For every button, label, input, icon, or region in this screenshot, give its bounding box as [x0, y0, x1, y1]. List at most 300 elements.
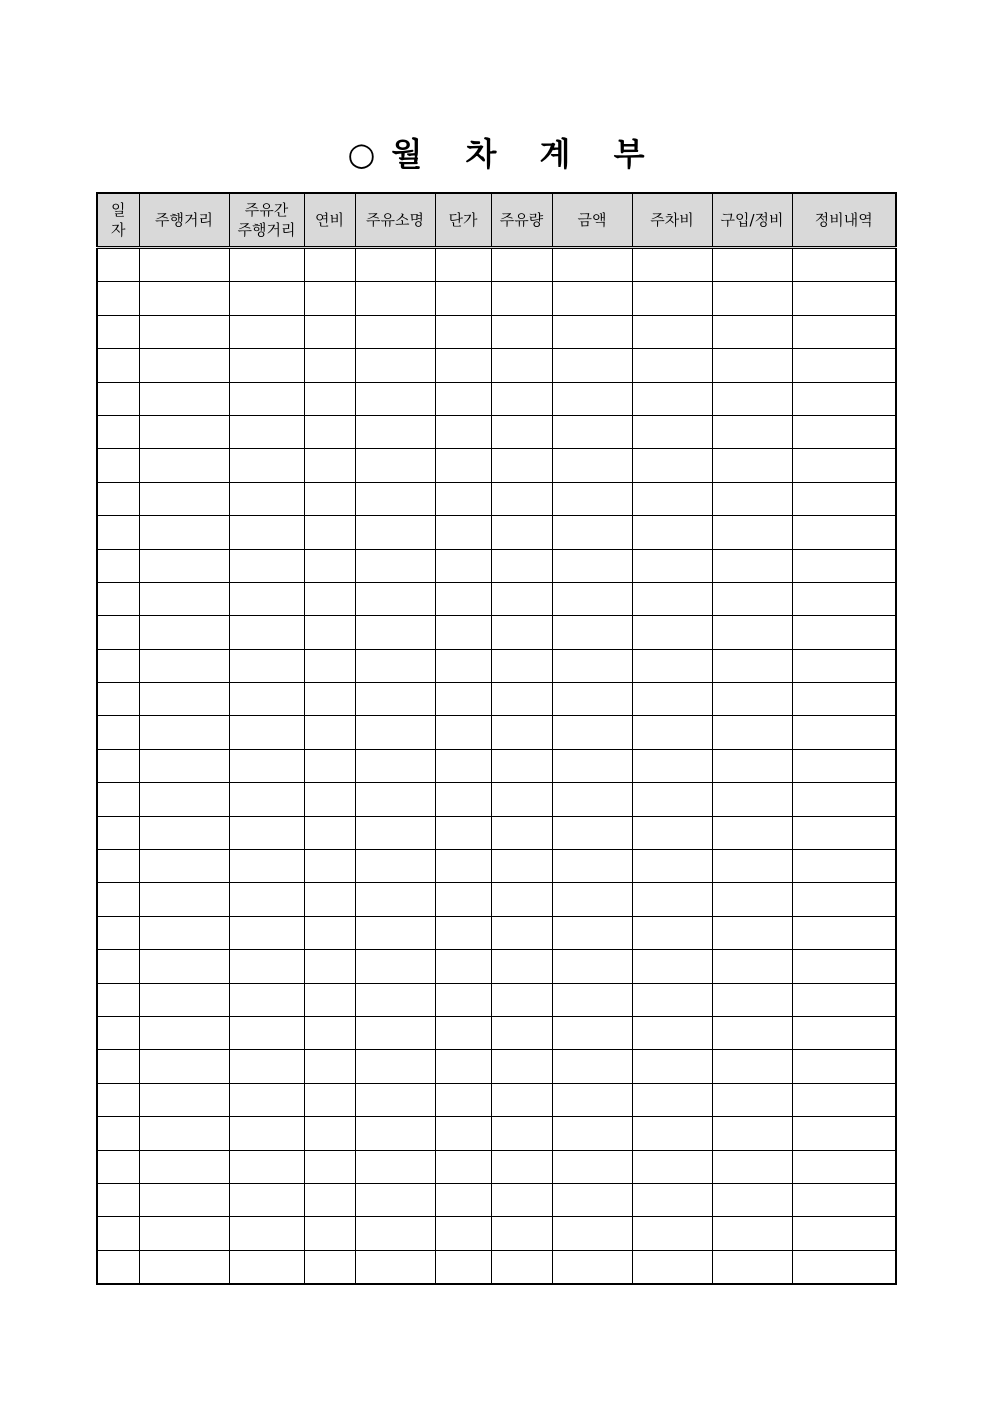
table-cell-distance-between-fueling[interactable]: [229, 516, 304, 549]
table-cell-purchase-maintenance[interactable]: [712, 1183, 792, 1216]
table-cell-amount[interactable]: [552, 282, 632, 315]
table-cell-unit-price[interactable]: [435, 1117, 491, 1150]
table-cell-amount[interactable]: [552, 248, 632, 282]
table-cell-unit-price[interactable]: [435, 582, 491, 615]
table-cell-maintenance-details[interactable]: [792, 1183, 896, 1216]
table-cell-date[interactable]: [97, 816, 139, 849]
table-cell-parking-fee[interactable]: [632, 248, 712, 282]
table-cell-distance[interactable]: [139, 1183, 229, 1216]
table-cell-parking-fee[interactable]: [632, 649, 712, 682]
table-cell-unit-price[interactable]: [435, 315, 491, 348]
table-cell-purchase-maintenance[interactable]: [712, 649, 792, 682]
table-cell-distance[interactable]: [139, 749, 229, 782]
table-cell-amount[interactable]: [552, 1150, 632, 1183]
table-cell-parking-fee[interactable]: [632, 282, 712, 315]
table-cell-parking-fee[interactable]: [632, 516, 712, 549]
table-cell-maintenance-details[interactable]: [792, 950, 896, 983]
table-cell-fuel-efficiency[interactable]: [304, 916, 355, 949]
table-cell-fuel-efficiency[interactable]: [304, 1117, 355, 1150]
table-cell-date[interactable]: [97, 582, 139, 615]
table-cell-unit-price[interactable]: [435, 1183, 491, 1216]
table-cell-parking-fee[interactable]: [632, 382, 712, 415]
table-cell-distance[interactable]: [139, 449, 229, 482]
table-cell-gas-station[interactable]: [355, 950, 435, 983]
table-cell-purchase-maintenance[interactable]: [712, 749, 792, 782]
table-cell-distance-between-fueling[interactable]: [229, 482, 304, 515]
table-cell-unit-price[interactable]: [435, 349, 491, 382]
table-cell-fuel-efficiency[interactable]: [304, 816, 355, 849]
table-cell-date[interactable]: [97, 1183, 139, 1216]
table-cell-maintenance-details[interactable]: [792, 1250, 896, 1284]
table-cell-amount[interactable]: [552, 950, 632, 983]
table-cell-purchase-maintenance[interactable]: [712, 1117, 792, 1150]
table-cell-distance[interactable]: [139, 315, 229, 348]
table-cell-unit-price[interactable]: [435, 1083, 491, 1116]
table-cell-distance[interactable]: [139, 1016, 229, 1049]
table-cell-maintenance-details[interactable]: [792, 248, 896, 282]
table-cell-date[interactable]: [97, 1217, 139, 1250]
table-cell-distance[interactable]: [139, 1250, 229, 1284]
table-cell-gas-station[interactable]: [355, 582, 435, 615]
table-cell-fuel-amount[interactable]: [491, 382, 552, 415]
table-cell-distance-between-fueling[interactable]: [229, 582, 304, 615]
table-cell-distance-between-fueling[interactable]: [229, 449, 304, 482]
table-cell-distance[interactable]: [139, 282, 229, 315]
table-cell-maintenance-details[interactable]: [792, 349, 896, 382]
table-cell-distance[interactable]: [139, 1050, 229, 1083]
table-cell-distance[interactable]: [139, 716, 229, 749]
table-cell-fuel-amount[interactable]: [491, 950, 552, 983]
table-cell-unit-price[interactable]: [435, 950, 491, 983]
table-cell-gas-station[interactable]: [355, 616, 435, 649]
table-cell-fuel-amount[interactable]: [491, 1117, 552, 1150]
table-cell-amount[interactable]: [552, 649, 632, 682]
table-cell-fuel-amount[interactable]: [491, 1183, 552, 1216]
table-cell-parking-fee[interactable]: [632, 1217, 712, 1250]
table-cell-maintenance-details[interactable]: [792, 783, 896, 816]
table-cell-gas-station[interactable]: [355, 516, 435, 549]
table-cell-fuel-efficiency[interactable]: [304, 382, 355, 415]
table-cell-maintenance-details[interactable]: [792, 1217, 896, 1250]
table-cell-amount[interactable]: [552, 449, 632, 482]
table-cell-date[interactable]: [97, 616, 139, 649]
table-cell-unit-price[interactable]: [435, 683, 491, 716]
table-cell-gas-station[interactable]: [355, 1050, 435, 1083]
table-cell-distance[interactable]: [139, 1150, 229, 1183]
table-cell-gas-station[interactable]: [355, 983, 435, 1016]
table-cell-parking-fee[interactable]: [632, 482, 712, 515]
table-cell-parking-fee[interactable]: [632, 349, 712, 382]
table-cell-distance-between-fueling[interactable]: [229, 282, 304, 315]
table-cell-distance[interactable]: [139, 382, 229, 415]
table-cell-purchase-maintenance[interactable]: [712, 716, 792, 749]
table-cell-parking-fee[interactable]: [632, 850, 712, 883]
table-cell-amount[interactable]: [552, 1050, 632, 1083]
table-cell-gas-station[interactable]: [355, 916, 435, 949]
table-cell-gas-station[interactable]: [355, 716, 435, 749]
table-cell-parking-fee[interactable]: [632, 916, 712, 949]
table-cell-fuel-amount[interactable]: [491, 816, 552, 849]
table-cell-purchase-maintenance[interactable]: [712, 248, 792, 282]
table-cell-parking-fee[interactable]: [632, 1083, 712, 1116]
table-cell-parking-fee[interactable]: [632, 1150, 712, 1183]
table-cell-purchase-maintenance[interactable]: [712, 1050, 792, 1083]
table-cell-fuel-efficiency[interactable]: [304, 449, 355, 482]
table-cell-fuel-efficiency[interactable]: [304, 1217, 355, 1250]
table-cell-distance[interactable]: [139, 1217, 229, 1250]
table-cell-fuel-efficiency[interactable]: [304, 349, 355, 382]
table-cell-fuel-amount[interactable]: [491, 883, 552, 916]
table-cell-fuel-efficiency[interactable]: [304, 983, 355, 1016]
table-cell-distance[interactable]: [139, 616, 229, 649]
table-cell-fuel-efficiency[interactable]: [304, 1083, 355, 1116]
table-cell-date[interactable]: [97, 282, 139, 315]
table-cell-purchase-maintenance[interactable]: [712, 549, 792, 582]
table-cell-maintenance-details[interactable]: [792, 716, 896, 749]
table-cell-distance-between-fueling[interactable]: [229, 616, 304, 649]
table-cell-distance-between-fueling[interactable]: [229, 1250, 304, 1284]
table-cell-fuel-amount[interactable]: [491, 482, 552, 515]
table-cell-maintenance-details[interactable]: [792, 315, 896, 348]
table-cell-gas-station[interactable]: [355, 549, 435, 582]
table-cell-distance[interactable]: [139, 649, 229, 682]
table-cell-fuel-efficiency[interactable]: [304, 282, 355, 315]
table-cell-parking-fee[interactable]: [632, 1183, 712, 1216]
table-cell-distance[interactable]: [139, 349, 229, 382]
table-cell-amount[interactable]: [552, 516, 632, 549]
table-cell-distance[interactable]: [139, 516, 229, 549]
table-cell-distance[interactable]: [139, 549, 229, 582]
table-cell-fuel-efficiency[interactable]: [304, 549, 355, 582]
table-cell-parking-fee[interactable]: [632, 683, 712, 716]
table-cell-amount[interactable]: [552, 349, 632, 382]
table-cell-fuel-amount[interactable]: [491, 1050, 552, 1083]
table-cell-maintenance-details[interactable]: [792, 1117, 896, 1150]
table-cell-fuel-efficiency[interactable]: [304, 315, 355, 348]
table-cell-unit-price[interactable]: [435, 1217, 491, 1250]
table-cell-date[interactable]: [97, 1250, 139, 1284]
table-cell-fuel-amount[interactable]: [491, 449, 552, 482]
table-cell-fuel-efficiency[interactable]: [304, 716, 355, 749]
table-cell-maintenance-details[interactable]: [792, 883, 896, 916]
table-cell-fuel-amount[interactable]: [491, 783, 552, 816]
table-cell-maintenance-details[interactable]: [792, 516, 896, 549]
table-cell-fuel-efficiency[interactable]: [304, 783, 355, 816]
table-cell-unit-price[interactable]: [435, 1016, 491, 1049]
table-cell-distance[interactable]: [139, 482, 229, 515]
table-cell-purchase-maintenance[interactable]: [712, 1083, 792, 1116]
table-cell-fuel-efficiency[interactable]: [304, 649, 355, 682]
table-cell-distance-between-fueling[interactable]: [229, 649, 304, 682]
table-cell-fuel-amount[interactable]: [491, 282, 552, 315]
table-cell-maintenance-details[interactable]: [792, 816, 896, 849]
table-cell-parking-fee[interactable]: [632, 883, 712, 916]
table-cell-parking-fee[interactable]: [632, 783, 712, 816]
table-cell-fuel-amount[interactable]: [491, 749, 552, 782]
table-cell-fuel-amount[interactable]: [491, 649, 552, 682]
table-cell-date[interactable]: [97, 315, 139, 348]
table-cell-unit-price[interactable]: [435, 382, 491, 415]
table-cell-amount[interactable]: [552, 1016, 632, 1049]
table-cell-amount[interactable]: [552, 883, 632, 916]
table-cell-purchase-maintenance[interactable]: [712, 916, 792, 949]
table-cell-maintenance-details[interactable]: [792, 649, 896, 682]
table-cell-parking-fee[interactable]: [632, 749, 712, 782]
table-cell-date[interactable]: [97, 916, 139, 949]
table-cell-purchase-maintenance[interactable]: [712, 1217, 792, 1250]
table-cell-gas-station[interactable]: [355, 816, 435, 849]
table-cell-amount[interactable]: [552, 382, 632, 415]
table-cell-distance-between-fueling[interactable]: [229, 1083, 304, 1116]
table-cell-distance[interactable]: [139, 1083, 229, 1116]
table-cell-amount[interactable]: [552, 1117, 632, 1150]
table-cell-parking-fee[interactable]: [632, 415, 712, 448]
table-cell-fuel-amount[interactable]: [491, 315, 552, 348]
table-cell-date[interactable]: [97, 1083, 139, 1116]
table-cell-unit-price[interactable]: [435, 248, 491, 282]
table-cell-fuel-efficiency[interactable]: [304, 683, 355, 716]
table-cell-distance-between-fueling[interactable]: [229, 549, 304, 582]
table-cell-maintenance-details[interactable]: [792, 916, 896, 949]
table-cell-unit-price[interactable]: [435, 983, 491, 1016]
table-cell-unit-price[interactable]: [435, 1150, 491, 1183]
table-cell-purchase-maintenance[interactable]: [712, 315, 792, 348]
table-cell-fuel-amount[interactable]: [491, 1217, 552, 1250]
table-cell-distance-between-fueling[interactable]: [229, 1183, 304, 1216]
table-cell-fuel-efficiency[interactable]: [304, 616, 355, 649]
table-cell-fuel-efficiency[interactable]: [304, 950, 355, 983]
table-cell-maintenance-details[interactable]: [792, 449, 896, 482]
table-cell-distance-between-fueling[interactable]: [229, 816, 304, 849]
table-cell-parking-fee[interactable]: [632, 449, 712, 482]
table-cell-maintenance-details[interactable]: [792, 482, 896, 515]
table-cell-date[interactable]: [97, 749, 139, 782]
table-cell-date[interactable]: [97, 1050, 139, 1083]
table-cell-gas-station[interactable]: [355, 850, 435, 883]
table-cell-gas-station[interactable]: [355, 1183, 435, 1216]
table-cell-parking-fee[interactable]: [632, 983, 712, 1016]
table-cell-parking-fee[interactable]: [632, 950, 712, 983]
table-cell-amount[interactable]: [552, 783, 632, 816]
table-cell-parking-fee[interactable]: [632, 549, 712, 582]
table-cell-distance-between-fueling[interactable]: [229, 1016, 304, 1049]
table-cell-gas-station[interactable]: [355, 1117, 435, 1150]
table-cell-fuel-efficiency[interactable]: [304, 482, 355, 515]
table-cell-purchase-maintenance[interactable]: [712, 482, 792, 515]
table-cell-purchase-maintenance[interactable]: [712, 282, 792, 315]
table-cell-distance-between-fueling[interactable]: [229, 1117, 304, 1150]
table-cell-gas-station[interactable]: [355, 883, 435, 916]
table-cell-distance-between-fueling[interactable]: [229, 950, 304, 983]
table-cell-distance-between-fueling[interactable]: [229, 1150, 304, 1183]
table-cell-gas-station[interactable]: [355, 783, 435, 816]
table-cell-fuel-efficiency[interactable]: [304, 749, 355, 782]
table-cell-date[interactable]: [97, 950, 139, 983]
table-cell-fuel-amount[interactable]: [491, 1250, 552, 1284]
table-cell-date[interactable]: [97, 1150, 139, 1183]
table-cell-unit-price[interactable]: [435, 516, 491, 549]
table-cell-distance[interactable]: [139, 683, 229, 716]
table-cell-gas-station[interactable]: [355, 683, 435, 716]
table-cell-distance-between-fueling[interactable]: [229, 883, 304, 916]
table-cell-amount[interactable]: [552, 749, 632, 782]
table-cell-distance-between-fueling[interactable]: [229, 382, 304, 415]
table-cell-maintenance-details[interactable]: [792, 1016, 896, 1049]
table-cell-distance[interactable]: [139, 1117, 229, 1150]
table-cell-gas-station[interactable]: [355, 449, 435, 482]
table-cell-date[interactable]: [97, 349, 139, 382]
table-cell-fuel-amount[interactable]: [491, 1016, 552, 1049]
table-cell-maintenance-details[interactable]: [792, 1150, 896, 1183]
table-cell-parking-fee[interactable]: [632, 1117, 712, 1150]
table-cell-fuel-amount[interactable]: [491, 716, 552, 749]
table-cell-amount[interactable]: [552, 549, 632, 582]
table-cell-purchase-maintenance[interactable]: [712, 683, 792, 716]
table-cell-gas-station[interactable]: [355, 1083, 435, 1116]
table-cell-unit-price[interactable]: [435, 1050, 491, 1083]
table-cell-unit-price[interactable]: [435, 749, 491, 782]
table-cell-fuel-efficiency[interactable]: [304, 1050, 355, 1083]
table-cell-distance[interactable]: [139, 950, 229, 983]
table-cell-unit-price[interactable]: [435, 783, 491, 816]
table-cell-fuel-amount[interactable]: [491, 616, 552, 649]
table-cell-distance[interactable]: [139, 248, 229, 282]
table-cell-maintenance-details[interactable]: [792, 282, 896, 315]
table-cell-gas-station[interactable]: [355, 1150, 435, 1183]
table-cell-fuel-amount[interactable]: [491, 983, 552, 1016]
table-cell-gas-station[interactable]: [355, 248, 435, 282]
table-cell-gas-station[interactable]: [355, 282, 435, 315]
table-cell-amount[interactable]: [552, 1083, 632, 1116]
table-cell-unit-price[interactable]: [435, 482, 491, 515]
table-cell-unit-price[interactable]: [435, 816, 491, 849]
table-cell-parking-fee[interactable]: [632, 1050, 712, 1083]
table-cell-date[interactable]: [97, 1117, 139, 1150]
table-cell-date[interactable]: [97, 248, 139, 282]
table-cell-gas-station[interactable]: [355, 315, 435, 348]
table-cell-maintenance-details[interactable]: [792, 1050, 896, 1083]
table-cell-gas-station[interactable]: [355, 649, 435, 682]
table-cell-date[interactable]: [97, 850, 139, 883]
table-cell-parking-fee[interactable]: [632, 716, 712, 749]
table-cell-date[interactable]: [97, 549, 139, 582]
table-cell-purchase-maintenance[interactable]: [712, 1150, 792, 1183]
table-cell-distance-between-fueling[interactable]: [229, 916, 304, 949]
table-cell-distance-between-fueling[interactable]: [229, 315, 304, 348]
table-cell-fuel-amount[interactable]: [491, 516, 552, 549]
table-cell-distance-between-fueling[interactable]: [229, 415, 304, 448]
table-cell-maintenance-details[interactable]: [792, 382, 896, 415]
table-cell-parking-fee[interactable]: [632, 315, 712, 348]
table-cell-distance-between-fueling[interactable]: [229, 749, 304, 782]
table-cell-unit-price[interactable]: [435, 1250, 491, 1284]
table-cell-gas-station[interactable]: [355, 349, 435, 382]
table-cell-parking-fee[interactable]: [632, 1250, 712, 1284]
table-cell-distance-between-fueling[interactable]: [229, 783, 304, 816]
table-cell-date[interactable]: [97, 382, 139, 415]
table-cell-distance[interactable]: [139, 415, 229, 448]
table-cell-amount[interactable]: [552, 315, 632, 348]
table-cell-parking-fee[interactable]: [632, 616, 712, 649]
table-cell-parking-fee[interactable]: [632, 1016, 712, 1049]
table-cell-fuel-efficiency[interactable]: [304, 1183, 355, 1216]
table-cell-fuel-efficiency[interactable]: [304, 883, 355, 916]
table-cell-maintenance-details[interactable]: [792, 1083, 896, 1116]
table-cell-date[interactable]: [97, 415, 139, 448]
table-cell-fuel-efficiency[interactable]: [304, 582, 355, 615]
table-cell-fuel-amount[interactable]: [491, 248, 552, 282]
table-cell-parking-fee[interactable]: [632, 582, 712, 615]
table-cell-distance[interactable]: [139, 582, 229, 615]
table-cell-gas-station[interactable]: [355, 415, 435, 448]
table-cell-purchase-maintenance[interactable]: [712, 616, 792, 649]
table-cell-amount[interactable]: [552, 582, 632, 615]
table-cell-distance[interactable]: [139, 816, 229, 849]
table-cell-purchase-maintenance[interactable]: [712, 816, 792, 849]
table-cell-unit-price[interactable]: [435, 282, 491, 315]
table-cell-parking-fee[interactable]: [632, 816, 712, 849]
table-cell-amount[interactable]: [552, 1217, 632, 1250]
table-cell-amount[interactable]: [552, 616, 632, 649]
table-cell-unit-price[interactable]: [435, 716, 491, 749]
table-cell-distance[interactable]: [139, 783, 229, 816]
table-cell-distance-between-fueling[interactable]: [229, 1217, 304, 1250]
table-cell-unit-price[interactable]: [435, 649, 491, 682]
table-cell-date[interactable]: [97, 683, 139, 716]
table-cell-amount[interactable]: [552, 482, 632, 515]
table-cell-fuel-amount[interactable]: [491, 850, 552, 883]
table-cell-distance-between-fueling[interactable]: [229, 716, 304, 749]
table-cell-purchase-maintenance[interactable]: [712, 1250, 792, 1284]
table-cell-purchase-maintenance[interactable]: [712, 582, 792, 615]
table-cell-date[interactable]: [97, 516, 139, 549]
table-cell-fuel-amount[interactable]: [491, 349, 552, 382]
table-cell-maintenance-details[interactable]: [792, 983, 896, 1016]
table-cell-maintenance-details[interactable]: [792, 850, 896, 883]
table-cell-fuel-amount[interactable]: [491, 683, 552, 716]
table-cell-fuel-amount[interactable]: [491, 549, 552, 582]
table-cell-distance-between-fueling[interactable]: [229, 349, 304, 382]
table-cell-purchase-maintenance[interactable]: [712, 349, 792, 382]
table-cell-fuel-efficiency[interactable]: [304, 1250, 355, 1284]
table-cell-distance[interactable]: [139, 983, 229, 1016]
table-cell-distance-between-fueling[interactable]: [229, 850, 304, 883]
table-cell-unit-price[interactable]: [435, 850, 491, 883]
table-cell-date[interactable]: [97, 783, 139, 816]
table-cell-distance[interactable]: [139, 883, 229, 916]
table-cell-unit-price[interactable]: [435, 616, 491, 649]
table-cell-fuel-amount[interactable]: [491, 415, 552, 448]
table-cell-distance-between-fueling[interactable]: [229, 683, 304, 716]
table-cell-unit-price[interactable]: [435, 916, 491, 949]
table-cell-fuel-amount[interactable]: [491, 582, 552, 615]
table-cell-fuel-efficiency[interactable]: [304, 1150, 355, 1183]
table-cell-amount[interactable]: [552, 415, 632, 448]
table-cell-unit-price[interactable]: [435, 449, 491, 482]
table-cell-amount[interactable]: [552, 1250, 632, 1284]
table-cell-fuel-amount[interactable]: [491, 1150, 552, 1183]
table-cell-purchase-maintenance[interactable]: [712, 415, 792, 448]
table-cell-distance[interactable]: [139, 916, 229, 949]
table-cell-gas-station[interactable]: [355, 1250, 435, 1284]
table-cell-purchase-maintenance[interactable]: [712, 783, 792, 816]
table-cell-amount[interactable]: [552, 683, 632, 716]
table-cell-unit-price[interactable]: [435, 415, 491, 448]
table-cell-amount[interactable]: [552, 716, 632, 749]
table-cell-distance-between-fueling[interactable]: [229, 248, 304, 282]
table-cell-date[interactable]: [97, 883, 139, 916]
table-cell-gas-station[interactable]: [355, 1016, 435, 1049]
